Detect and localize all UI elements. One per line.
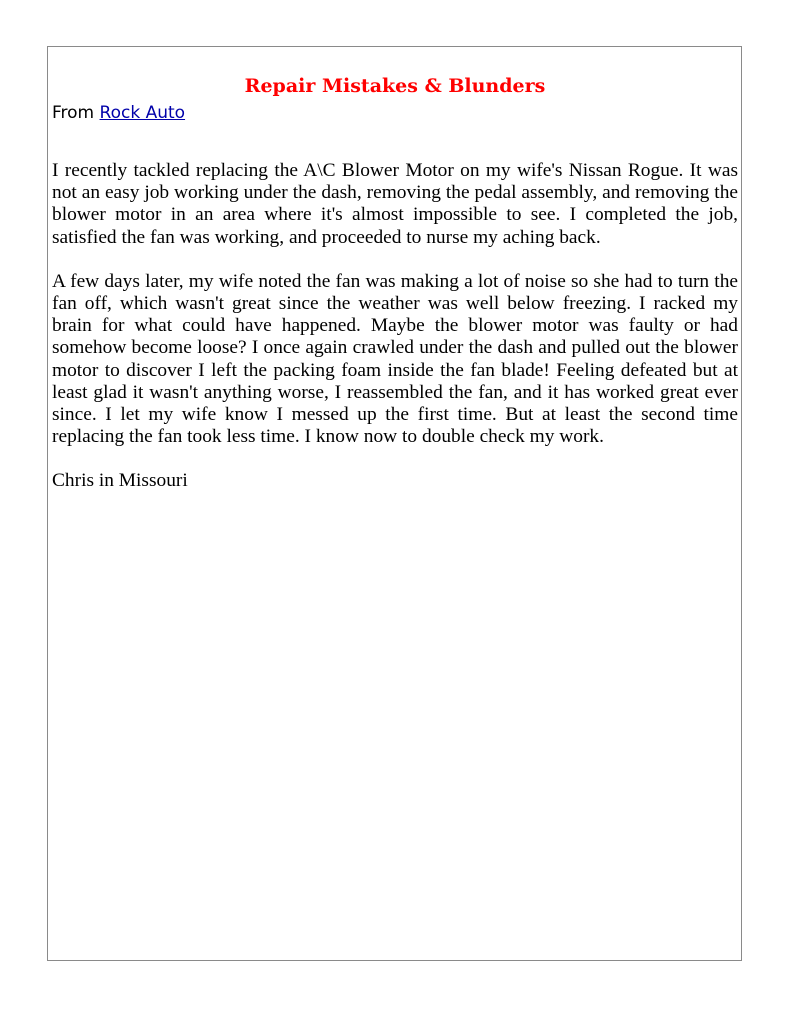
article-content <box>52 47 738 493</box>
source-link[interactable]: Rock Auto <box>99 103 186 123</box>
article-title: Repair Mistakes & Blunders <box>244 75 546 97</box>
source-line <box>52 102 738 124</box>
story-paragraph-2: A few days later, my wife noted the fan was making a lot of noise so she had to turn the fan off, which wasn't great since the weather was well below freezing. I racked my brain for what could have happened. Maybe the blower motor was faulty or had somehow become loose? I once again crawled under the dash and pulled out the blower motor to discover I left the packing foam inside the fan blade! Feeling defeated but at least glad it wasn't anything worse, I reassembled the fan, and it has worked great ever since. I let my wife know I messed up the first time. But at least the second time replacing the fan took less time. I know now to double check my work. <box>52 270 738 448</box>
document-frame <box>47 46 742 961</box>
story-paragraph-1: I recently tackled replacing the A\C Blower Motor on my wife's Nissan Rogue. It was not an easy job working under the dash, removing the pedal assembly, and removing the blower motor in an area where it's almost impossible to see. I completed the job, satisfied the fan was working, and proceeded to nurse my aching back. <box>52 160 738 248</box>
author-signature: Chris in Missouri <box>52 470 188 492</box>
source-prefix: From <box>52 103 95 123</box>
